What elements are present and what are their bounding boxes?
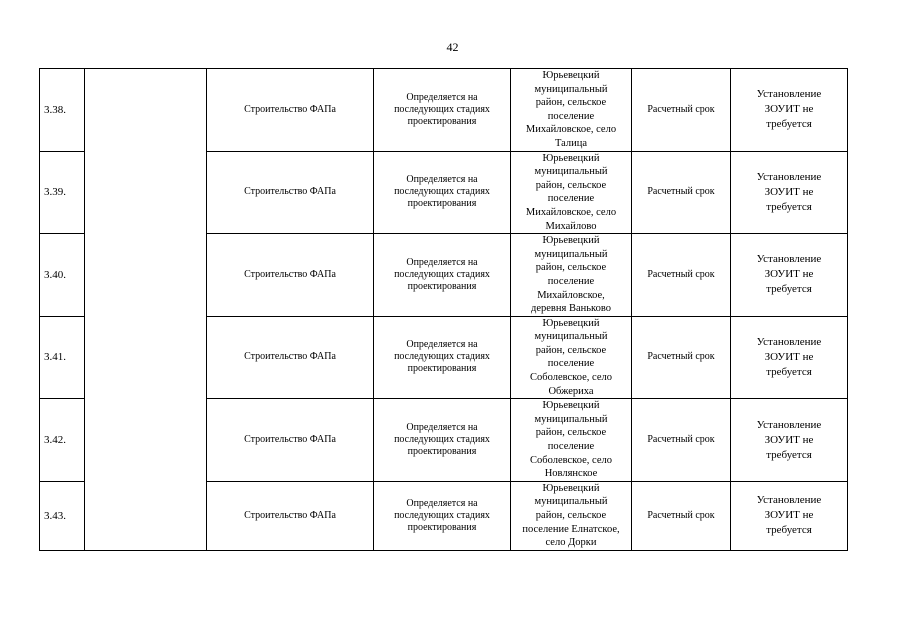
zone-status-cell: [731, 481, 848, 550]
object-cell: Строительство ФАПа: [207, 69, 374, 152]
location-line: поселение: [547, 193, 595, 205]
location-line: муниципальный: [534, 166, 608, 178]
location-line: Обжериха: [548, 385, 594, 397]
location-line: район, сельское: [535, 510, 607, 521]
parameters-cell: Определяется на последующих стадиях проектирования: [374, 151, 511, 234]
location-line: Михайлово: [545, 220, 597, 232]
facilities-table: [39, 68, 848, 551]
term-cell: Расчетный срок: [632, 151, 731, 234]
object-cell: Строительство ФАПа: [207, 316, 374, 399]
location-line: район, сельское: [535, 97, 607, 109]
location-line: Соболевское, село: [530, 372, 612, 384]
object-cell: Строительство ФАПа: [207, 234, 374, 317]
location-line: район, сельское: [535, 427, 607, 439]
status-line: требуется: [766, 118, 812, 131]
status-line: Установление: [756, 88, 822, 101]
location-line: Юрьевецкий: [542, 152, 600, 164]
location-line: Талица: [554, 137, 588, 149]
term-cell: Расчетный срок: [632, 399, 731, 482]
status-line: требуется: [766, 200, 812, 213]
location-cell: [511, 481, 632, 550]
location-line: поселение: [547, 110, 595, 122]
location-cell: [511, 234, 632, 317]
location-line: поселение: [547, 275, 595, 287]
location-line: Михайловское,: [537, 289, 605, 301]
location-line: село Дорки: [545, 537, 597, 549]
page-number: 42: [446, 40, 459, 54]
status-line: ЗОУИТ не: [764, 433, 814, 446]
status-line: ЗОУИТ не: [764, 509, 814, 522]
status-line: требуется: [766, 365, 812, 378]
status-line: Установление: [756, 494, 822, 507]
location-line: поселение: [547, 358, 595, 370]
location-cell: [511, 399, 632, 482]
location-line: Юрьевецкий: [542, 400, 600, 412]
term-cell: Расчетный срок: [632, 481, 731, 550]
status-line: Установление: [756, 170, 822, 183]
location-line: Юрьевецкий: [542, 317, 600, 329]
merged-empty-cell: [85, 69, 207, 551]
location-line: поселение Елнатское,: [522, 523, 620, 535]
status-line: Установление: [756, 418, 822, 431]
row-number-cell: 3.42.: [40, 399, 85, 482]
status-line: требуется: [766, 524, 812, 537]
parameters-cell: Определяется на последующих стадиях проектирования: [374, 316, 511, 399]
location-line: Михайловское, село: [525, 206, 617, 218]
parameters-cell: Определяется на последующих стадиях проектирования: [374, 399, 511, 482]
location-cell: [511, 151, 632, 234]
term-cell: Расчетный срок: [632, 316, 731, 399]
row-number-cell: 3.43.: [40, 481, 85, 550]
zone-status-cell: [731, 399, 848, 482]
location-line: Соболевское, село: [530, 454, 612, 466]
location-line: муниципальный: [534, 331, 608, 343]
location-line: поселение: [547, 441, 595, 453]
location-line: район, сельское: [535, 344, 607, 356]
location-line: муниципальный: [534, 496, 608, 508]
object-cell: Строительство ФАПа: [207, 399, 374, 482]
status-line: ЗОУИТ не: [764, 268, 814, 281]
location-line: Юрьевецкий: [542, 482, 600, 494]
location-cell: [511, 316, 632, 399]
zone-status-cell: [731, 316, 848, 399]
object-cell: Строительство ФАПа: [207, 151, 374, 234]
term-cell: Расчетный срок: [632, 69, 731, 152]
table-row: [40, 69, 848, 152]
zone-status-cell: [731, 151, 848, 234]
row-number-cell: 3.39.: [40, 151, 85, 234]
status-line: требуется: [766, 448, 812, 461]
zone-status-cell: [731, 234, 848, 317]
row-number-cell: 3.41.: [40, 316, 85, 399]
term-cell: Расчетный срок: [632, 234, 731, 317]
status-line: Установление: [756, 253, 822, 266]
location-line: муниципальный: [534, 413, 608, 425]
location-cell: [511, 69, 632, 152]
location-line: Юрьевецкий: [542, 70, 600, 81]
parameters-cell: Определяется на последующих стадиях проектирования: [374, 481, 511, 550]
status-line: ЗОУИТ не: [764, 350, 814, 363]
location-line: район, сельское: [535, 262, 607, 274]
status-line: Установление: [756, 335, 822, 348]
parameters-cell: Определяется на последующих стадиях проектирования: [374, 69, 511, 152]
location-line: Юрьевецкий: [542, 235, 600, 247]
row-number-cell: 3.40.: [40, 234, 85, 317]
zone-status-cell: [731, 69, 848, 152]
status-line: ЗОУИТ не: [764, 103, 814, 116]
location-line: Новлянское: [544, 468, 598, 480]
row-number-cell: 3.38.: [40, 69, 85, 152]
location-line: муниципальный: [534, 248, 608, 260]
location-line: деревня Ваньково: [531, 303, 611, 315]
object-cell: Строительство ФАПа: [207, 481, 374, 550]
parameters-cell: Определяется на последующих стадиях проектирования: [374, 234, 511, 317]
location-line: район, сельское: [535, 179, 607, 191]
status-line: ЗОУИТ не: [764, 185, 814, 198]
location-line: муниципальный: [534, 83, 608, 95]
status-line: требуется: [766, 283, 812, 296]
location-line: Михайловское, село: [525, 124, 617, 136]
